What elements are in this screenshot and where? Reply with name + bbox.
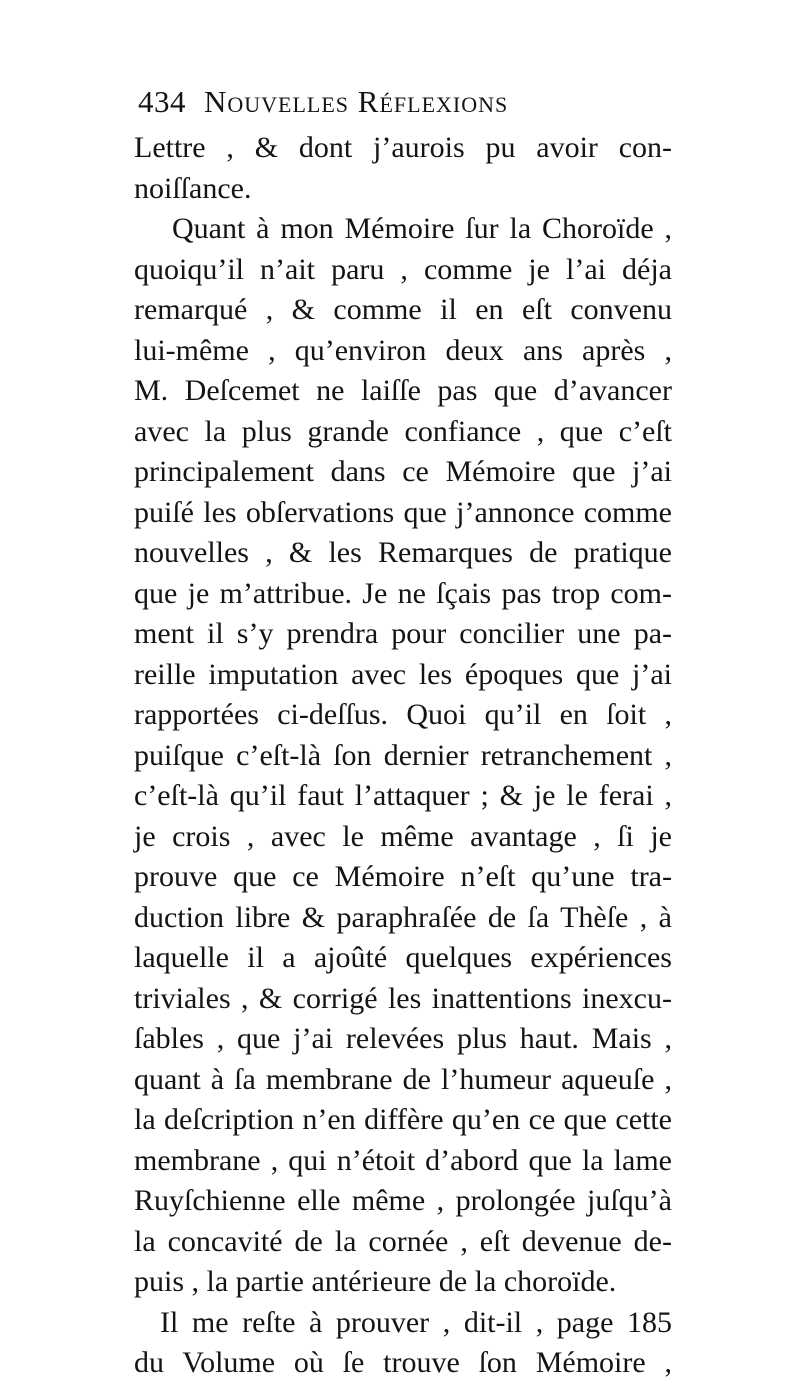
text-line: ſables , que j’ai relevées plus haut. Mais , <box>134 1022 672 1055</box>
running-head <box>138 84 678 130</box>
text-line: laquelle il a ajoûté quelques expériences <box>134 941 672 974</box>
text-line: puis , la partie antérieure de la choroïde. <box>134 1265 617 1298</box>
text-line: remarqué , & comme il en eſt convenu <box>134 293 672 326</box>
text-line: duction libre & paraphraſée de ſa Thèſe , à <box>134 900 672 934</box>
text-line: principalement dans ce Mémoire que j’ai <box>134 455 672 488</box>
text-line: reille imputation avec les époques que j’ai <box>134 657 672 691</box>
text-line: c’eſt-là qu’il faut l’attaquer ; & je le ferai , <box>134 779 672 812</box>
text-line: du Volume où ſe trouve ſon Mémoire , <box>134 1346 672 1379</box>
text-line: la deſcription n’en diffère qu’en ce que cette <box>134 1103 672 1136</box>
text-line: triviales , & corrigé les inattentions inexcu- <box>134 981 672 1015</box>
running-title: Nouvelles Réflexions <box>204 84 509 119</box>
text-line: la concavité de la cornée , eſt devenue de- <box>134 1224 672 1258</box>
paragraph-start-line: Quant à mon Mémoire ſur la Choroïde , <box>172 212 672 245</box>
text-line: membrane , qui n’étoit d’abord que la lame <box>134 1143 672 1177</box>
text-line: M. Deſcemet ne laiſſe pas que d’avancer <box>134 374 672 407</box>
text-line: rapportées ci-deſſus. Quoi qu’il en ſoit , <box>134 698 672 731</box>
paragraph-start-line: Il me reſte à prouver , dit-il , page 185 <box>160 1305 672 1339</box>
text-line: nouvelles , & les Remarques de pratique <box>134 536 672 569</box>
text-line: ment il s’y prendra pour concilier une pa- <box>134 617 672 650</box>
text-line: quoiqu’il n’ait paru , comme je l’ai déja <box>134 252 672 286</box>
text-line: noiſſance. <box>134 171 252 205</box>
text-line: puiſé les obſervations que j’annonce comme <box>134 495 672 529</box>
body-text <box>134 128 672 1384</box>
text-line: je crois , avec le même avantage , ſi je <box>134 819 672 853</box>
text-line: Ruyſchienne elle même , prolongée juſqu’à <box>134 1184 672 1217</box>
text-line: quant à ſa membrane de l’humeur aqueuſe , <box>134 1062 672 1096</box>
text-line: puiſque c’eſt-là ſon dernier retranchement , <box>134 738 672 772</box>
text-line: avec la plus grande confiance , que c’eſt <box>134 414 672 448</box>
text-line: que je m’attribue. Je ne ſçais pas trop com- <box>134 576 672 610</box>
text-line: prouve que ce Mémoire n’eſt qu’une tra- <box>134 860 672 893</box>
text-line: Lettre , & dont j’aurois pu avoir con- <box>134 131 672 164</box>
text-line: lui-même , qu’environ deux ans après , <box>134 333 672 367</box>
page-number: 434 <box>138 84 186 119</box>
